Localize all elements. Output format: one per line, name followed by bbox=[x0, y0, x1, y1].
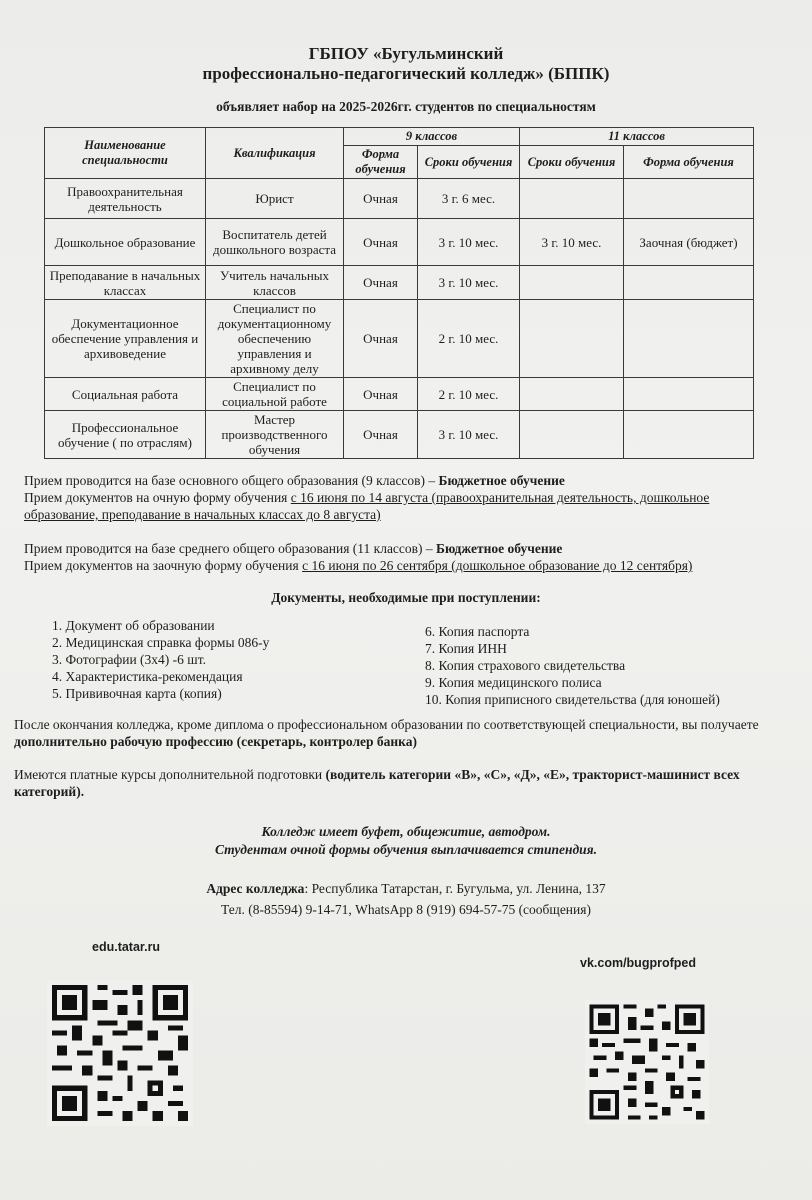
cell-qualification: Мастер производственного обучения bbox=[206, 411, 344, 459]
admission-9-base: Прием проводится на базе основного общего образования (9 классов) – bbox=[24, 473, 439, 488]
list-item: 1. Документ об образовании bbox=[52, 618, 215, 633]
college-phone: Тел. (8-85594) 9-14-71, WhatsApp 8 (919) 694-57-75 (сообщения) bbox=[221, 902, 591, 917]
cell-form-9: Очная bbox=[344, 300, 418, 378]
paid-courses-bold: (водитель категории «В», «С», «Д», «Е», тракторист-машинист всех категорий). bbox=[14, 767, 740, 799]
list-item: 7. Копия ИНН bbox=[425, 641, 507, 656]
list-item: 4. Характеристика-рекомендация bbox=[52, 669, 243, 684]
admission-11-base: Прием проводится на базе среднего общего образования (11 классов) – bbox=[24, 541, 437, 556]
table-row bbox=[45, 378, 754, 411]
cell-term-9: 3 г. 10 мес. bbox=[418, 411, 520, 459]
header-term-11: Сроки обучения bbox=[520, 146, 624, 179]
table-row bbox=[45, 300, 754, 378]
cell-form-11 bbox=[624, 300, 754, 378]
cell-term-9: 3 г. 10 мес. bbox=[418, 219, 520, 266]
list-item: 2. Медицинская справка формы 086-у bbox=[52, 635, 270, 650]
site-link-left[interactable]: edu.tatar.ru bbox=[92, 940, 161, 954]
cell-qualification: Учитель начальных классов bbox=[206, 266, 344, 300]
cell-term-11 bbox=[520, 378, 624, 411]
header-qualification: Квалификация bbox=[206, 128, 344, 179]
header-term-9: Сроки обучения bbox=[418, 146, 520, 179]
cell-name: Социальная работа bbox=[45, 378, 206, 411]
college-title: ГБПОУ «Бугульминский bbox=[308, 44, 504, 63]
extra-profession-bold: дополнительно рабочую профессию (секретарь, контролер банка) bbox=[14, 734, 417, 749]
list-item: 3. Фотографии (3х4) -6 шт. bbox=[52, 652, 206, 667]
list-item: 8. Копия страхового свидетельства bbox=[425, 658, 626, 673]
list-item: 6. Копия паспорта bbox=[425, 624, 530, 639]
header-11-grades: 11 классов bbox=[520, 128, 754, 146]
admission-11-budget: Бюджетное обучение bbox=[436, 541, 563, 556]
extra-profession bbox=[14, 716, 774, 750]
cell-term-9: 2 г. 10 мес. bbox=[418, 300, 520, 378]
cell-form-11 bbox=[624, 266, 754, 300]
table-row bbox=[45, 219, 754, 266]
cell-qualification: Специалист по социальной работе bbox=[206, 378, 344, 411]
header-name: Наименование специальности bbox=[45, 128, 206, 179]
cell-term-9: 3 г. 10 мес. bbox=[418, 266, 520, 300]
cell-qualification: Воспитатель детей дошкольного возраста bbox=[206, 219, 344, 266]
extra-profession-text: После окончания колледжа, кроме диплома о профессиональном образовании по соответствующей специальности, вы получаете bbox=[14, 717, 759, 732]
header-9-grades: 9 классов bbox=[344, 128, 520, 146]
college-address bbox=[0, 879, 812, 899]
specialties-table bbox=[44, 127, 754, 459]
cell-term-9: 3 г. 6 мес. bbox=[418, 179, 520, 219]
cell-name: Преподавание в начальных классах bbox=[45, 266, 206, 300]
cell-form-9: Очная bbox=[344, 219, 418, 266]
list-item: 9. Копия медицинского полиса bbox=[425, 675, 602, 690]
header-form-9: Форма обучения bbox=[344, 146, 418, 179]
cell-form-11: Заочная (бюджет) bbox=[624, 219, 754, 266]
cell-qualification: Юрист bbox=[206, 179, 344, 219]
admission-9-block bbox=[24, 472, 774, 523]
paid-courses-text: Имеются платные курсы дополнительной подготовки bbox=[14, 767, 326, 782]
documents-heading: Документы, необходимые при поступлении: bbox=[271, 590, 541, 605]
announcement: объявляет набор на 2025-2026гг. студентов по специальностям bbox=[216, 99, 596, 114]
cell-form-9: Очная bbox=[344, 266, 418, 300]
cell-term-11: 3 г. 10 мес. bbox=[520, 219, 624, 266]
site-link-right[interactable]: vk.com/bugprofped bbox=[580, 956, 696, 970]
table-row bbox=[45, 179, 754, 219]
cell-qualification: Специалист по документационному обеспечению управления и архивному делу bbox=[206, 300, 344, 378]
admission-11-docs: Прием документов на заочную форму обучения bbox=[24, 558, 303, 573]
scholarship-line: Студентам очной формы обучения выплачивается стипендия. bbox=[214, 842, 598, 857]
qr-code-left-icon bbox=[46, 980, 194, 1126]
admission-9-dates: с 16 июня по 14 августа (правоохранительная деятельность, дошкольное образование, преподавание в начальных классах до 8 августа) bbox=[24, 490, 710, 522]
cell-form-9: Очная bbox=[344, 411, 418, 459]
cell-form-11 bbox=[624, 411, 754, 459]
admission-9-budget: Бюджетное обучение bbox=[438, 473, 565, 488]
cell-name: Документационное обеспечение управления и архивоведение bbox=[45, 300, 206, 378]
admission-9-docs: Прием документов на очную форму обучения bbox=[24, 490, 291, 505]
cell-name: Правоохранительная деятельность bbox=[45, 179, 206, 219]
address-text: : Республика Татарстан, г. Бугульма, ул. Ленина, 137 bbox=[304, 881, 606, 896]
cell-term-11 bbox=[520, 300, 624, 378]
cell-term-11 bbox=[520, 266, 624, 300]
cell-name: Дошкольное образование bbox=[45, 219, 206, 266]
admission-11-dates: с 16 июня по 26 сентября (дошкольное образование до 12 сентября) bbox=[302, 558, 693, 573]
cell-form-11 bbox=[624, 179, 754, 219]
college-title-line2: профессионально-педагогический колледж» (БППК) bbox=[202, 64, 610, 83]
qr-code-right-icon bbox=[584, 1000, 710, 1124]
list-item: 5. Прививочная карта (копия) bbox=[52, 686, 222, 701]
list-item: 10. Копия приписного свидетельства (для юношей) bbox=[425, 692, 720, 707]
paid-courses bbox=[14, 766, 778, 800]
cell-term-11 bbox=[520, 179, 624, 219]
table-row bbox=[45, 411, 754, 459]
cell-name: Профессиональное обучение ( по отраслям) bbox=[45, 411, 206, 459]
facilities-line: Колледж имеет буфет, общежитие, автодром. bbox=[261, 824, 551, 839]
cell-form-11 bbox=[624, 378, 754, 411]
cell-form-9: Очная bbox=[344, 378, 418, 411]
cell-term-11 bbox=[520, 411, 624, 459]
documents-list-right bbox=[425, 623, 720, 708]
documents-list-left bbox=[52, 617, 269, 702]
table-row bbox=[45, 266, 754, 300]
header-form-11: Форма обучения bbox=[624, 146, 754, 179]
cell-term-9: 2 г. 10 мес. bbox=[418, 378, 520, 411]
admission-11-block bbox=[24, 540, 774, 574]
cell-form-9: Очная bbox=[344, 179, 418, 219]
address-label: Адрес колледжа bbox=[206, 881, 305, 896]
